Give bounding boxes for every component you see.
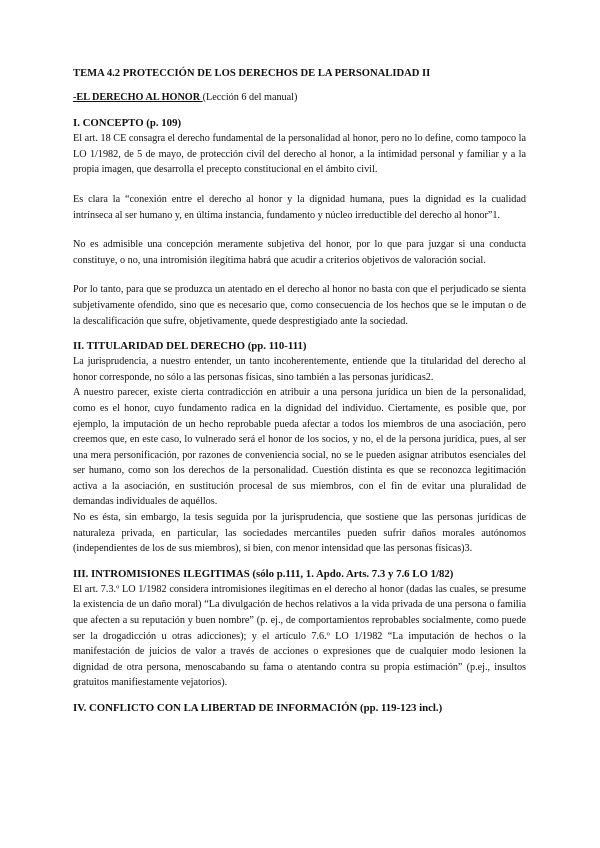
section-heading: II. TITULARIDAD DEL DERECHO (pp. 110-111) (73, 340, 307, 353)
paragraph: A nuestro parecer, existe cierta contradicción en atribuir a una persona jurídica un bien de la personalidad, como es el honor, cuyo fundamento radica en la dignidad del individuo. Ciertamente, es posible que, por ejemplo, la imputación de un hecho reprobable pueda afectar a todos los miembros de una asociación, pero creemos que, en este caso, lo vulnerado será el honor de los socios, y no, el de la persona jurídica, pues, al ser una mera personificación, por razones de conveniencia social, no se le pueden asignar atributos esenciales del ser humano, como son los derechos de la personalidad. Cuestión distinta es que se reconozca legitimación activa a la asociación, en sustitución procesal de sus miembros, con el fin de evitar una pluralidad de demandas individuales de aquéllos. (73, 387, 526, 508)
section-concepto (73, 115, 526, 329)
section-intromisiones (73, 566, 526, 691)
section-heading: III. INTROMISIONES ILEGITIMAS (sólo p.111, 1. Apdo. Arts. 7.3 y 7.6 LO 1/82) (73, 567, 454, 580)
subheading (73, 90, 526, 106)
section-conflicto (73, 700, 526, 716)
paragraph: Es clara la “conexión entre el derecho al honor y la dignidad humana, pues la dignidad es la cualidad intrínseca al ser humano y, en última instancia, fundamento y núcleo irreductible del derecho al honor”1. (73, 193, 526, 221)
paragraph: El art. 18 CE consagra el derecho fundamental de la personalidad al honor, pero no lo define, como tampoco la LO 1/1982, de 5 de mayo, de protección civil del derecho al honor, a la intimidad personal y familiar y a la propia imagen, que desarrolla el precepto constitucional en el ámbito civil. (73, 133, 526, 176)
section-titularidad (73, 338, 526, 557)
paragraph: No es ésta, sin embargo, la tesis seguida por la jurisprudencia, que sostiene que las personas jurídicas de naturaleza privada, en particular, las sociedades mercantiles pueden sufrir daños morales autónomos (independientes de los de sus miembros), si bien, con menor intensidad que las personas físicas)3. (73, 512, 526, 555)
paragraph: El art. 7.3.º LO 1/1982 considera intromisiones ilegítimas en el derecho al honor (dadas las cuales, se presume la existencia de un daño moral) “La divulgación de hechos relativos a la vida privada de una persona o familia que afecten a su reputación y buen nombre” (p. ej., de comportamientos reprobables socialmente, como puede ser la drogadicción u otras adicciones); y el artículo 7.6.º LO 1/1982 “La imputación de hechos o la manifestación de juicios de valor a través de acciones o expresiones que de cualquier modo lesionen la dignidad de otra persona, menoscabando su fama o atentando contra su propia estimación” (p.ej., insultos gratuitos manifiestamente vejatorios). (73, 583, 526, 689)
document-title: TEMA 4.2 PROTECCIÓN DE LOS DERECHOS DE LA PERSONALIDAD II (73, 68, 431, 79)
subheading-note: (Lección 6 del manual) (202, 91, 298, 103)
paragraph: No es admisible una concepción meramente subjetiva del honor, por lo que para juzgar si una conducta constituye, o no, una intromisión ilegítima habrá que acudir a criterios objetivos de valoración social. (73, 239, 526, 266)
document-page (73, 66, 526, 725)
section-heading: I. CONCEPTO (p. 109) (73, 117, 182, 130)
subheading-topic: -EL DERECHO AL HONOR (73, 91, 203, 103)
paragraph: Por lo tanto, para que se produzca un atentado en el derecho al honor no basta con que el perjudicado se sienta subjetivamente ofendido, sino que es necesario que, como consecuencia de los hechos que se le imputan o de la descalificación que sufre, objetivamente, quede desprestigiado ante la sociedad. (73, 284, 526, 327)
section-heading: IV. CONFLICTO CON LA LIBERTAD DE INFORMACIÓN (pp. 119-123 incl.) (73, 702, 443, 714)
paragraph: La jurisprudencia, a nuestro entender, un tanto incoherentemente, entiende que la titularidad del derecho al honor corresponde, no sólo a las personas físicas, sino también a las personas jurídicas2. (73, 356, 526, 383)
